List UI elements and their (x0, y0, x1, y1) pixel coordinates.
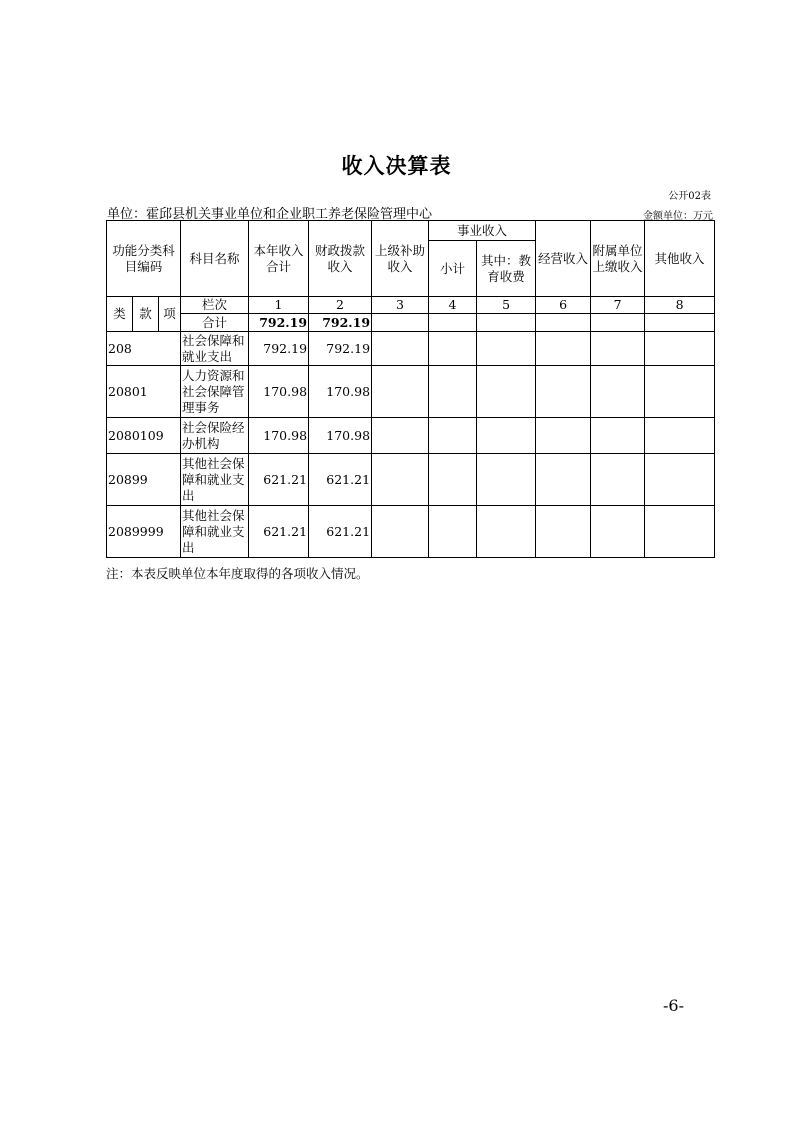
column-number-row (107, 297, 715, 314)
table-row (107, 454, 715, 506)
row-fiscal: 170.98 (309, 366, 372, 418)
row-name: 人力资源和社会保障管理事务 (181, 366, 249, 418)
row-name: 社会保险经办机构 (181, 418, 249, 454)
header-subtotal: 小计 (429, 241, 477, 297)
col-number-8: 8 (645, 297, 715, 314)
total-fiscal-value: 792.19 (309, 314, 372, 332)
row-fiscal: 170.98 (309, 418, 372, 454)
header-business-group: 事业收入 (429, 221, 536, 241)
col-number-7: 7 (591, 297, 645, 314)
total-label: 合计 (181, 314, 249, 332)
col-number-6: 6 (536, 297, 591, 314)
header-other: 其他收入 (645, 221, 715, 297)
row-total: 792.19 (249, 332, 309, 366)
row-fiscal: 621.21 (309, 454, 372, 506)
header-kuan: 款 (133, 297, 159, 332)
row-total: 170.98 (249, 366, 309, 418)
header-total-income: 本年收入合计 (249, 221, 309, 297)
row-name: 其他社会保障和就业支出 (181, 454, 249, 506)
row-code: 20899 (107, 454, 133, 506)
header-row-1 (107, 221, 715, 241)
row-fiscal: 792.19 (309, 332, 372, 366)
header-lei: 类 (107, 297, 133, 332)
table-row (107, 418, 715, 454)
income-table (106, 220, 715, 558)
row-code: 20801 (107, 366, 133, 418)
col-number-5: 5 (477, 297, 536, 314)
money-unit: 金额单位：万元 (643, 211, 713, 222)
header-operating: 经营收入 (536, 221, 591, 297)
row-total: 170.98 (249, 418, 309, 454)
header-fiscal: 财政拨款收入 (309, 221, 372, 297)
header-subject-name: 科目名称 (181, 221, 249, 297)
row-code: 2089999 (107, 506, 133, 558)
reporting-unit: 单位：霍邱县机关事业单位和企业职工养老保险管理中心 (107, 207, 433, 222)
page-number: -6- (663, 996, 684, 1015)
total-income-value: 792.19 (249, 314, 309, 332)
row-name: 社会保障和就业支出 (181, 332, 249, 366)
row-total: 621.21 (249, 454, 309, 506)
row-name: 其他社会保障和就业支出 (181, 506, 249, 558)
row-code: 2080109 (107, 418, 133, 454)
page-title: 收入决算表 (341, 154, 452, 178)
header-xiang: 项 (159, 297, 181, 332)
col-number-3: 3 (372, 297, 429, 314)
row-code: 208 (107, 332, 133, 366)
table-row (107, 332, 715, 366)
row-fiscal: 621.21 (309, 506, 372, 558)
header-education: 其中：教育收费 (477, 241, 536, 297)
column-no-label: 栏次 (181, 297, 249, 314)
row-total: 621.21 (249, 506, 309, 558)
header-affiliated: 附属单位上缴收入 (591, 221, 645, 297)
col-number-2: 2 (309, 297, 372, 314)
table-row (107, 506, 715, 558)
col-number-4: 4 (429, 297, 477, 314)
total-row (107, 314, 715, 332)
form-number: 公开02表 (668, 191, 711, 202)
col-number-1: 1 (249, 297, 309, 314)
header-superior: 上级补助收入 (372, 221, 429, 297)
table-note: 注：本表反映单位本年度取得的各项收入情况。 (106, 566, 369, 581)
table-row (107, 366, 715, 418)
header-func-code: 功能分类科目编码 (107, 221, 181, 297)
